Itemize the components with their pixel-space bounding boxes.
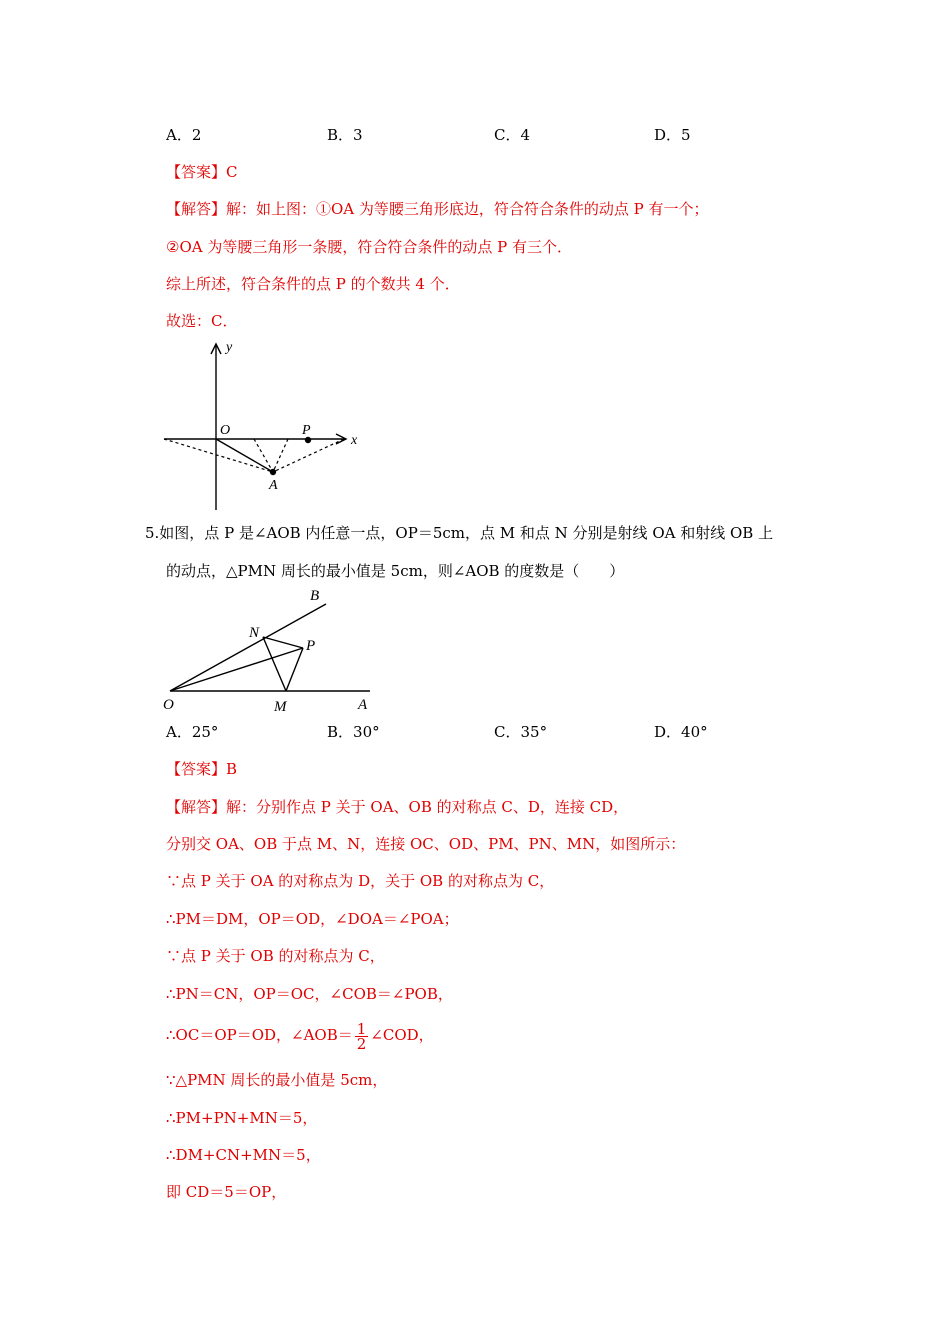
q5-fraction-line (166, 1018, 434, 1052)
q5-explain-line: ∴PM＝DM，OP＝OD，∠DOA＝∠POA； (166, 910, 459, 928)
q5-explain-line: ∴PM+PN+MN＝5， (166, 1109, 318, 1127)
q4-option-a: A．2 (166, 126, 202, 144)
q5-explain-line: 分别交 OA、OB 于点 M、N，连接 OC、OD、PM、PN、MN，如图所示： (166, 835, 686, 853)
q5-figure (160, 585, 375, 717)
label-y: y (226, 340, 233, 355)
q4-explain-line: ②OA 为等腰三角形一条腰，符合符合条件的动点 P 有三个． (166, 238, 572, 256)
q4-explain-line: 【解答】解：如上图：①OA 为等腰三角形底边，符合符合条件的动点 P 有一个； (166, 200, 709, 218)
q5-option-b: B．30° (327, 723, 380, 741)
q5-answer: 【答案】B (166, 760, 238, 778)
q4-option-d: D．5 (654, 126, 691, 144)
label-o: O (220, 423, 231, 438)
dashed-left (164, 439, 273, 472)
q5-option-d: D．40° (654, 723, 708, 741)
q4-figure (160, 340, 370, 515)
segment-oa (216, 439, 273, 472)
q4-option-c: C．4 (494, 126, 531, 144)
fraction-denominator: 2 (356, 1034, 367, 1053)
segment-mp (286, 648, 303, 691)
fraction-numerator: 1 (356, 1019, 367, 1038)
segment-nm (263, 637, 286, 691)
q5-stem-line: 5.如图，点 P 是∠AOB 内任意一点，OP＝5cm，点 M 和点 N 分别是射线 OA 和射线 OB 上 (145, 524, 774, 542)
q4-option-b: B．3 (327, 126, 363, 144)
dashed-right (273, 439, 344, 472)
label-x: x (351, 433, 358, 448)
q4-explain-line: 故选：C． (166, 312, 238, 330)
q5-explain-line: ∵△PMN 周长的最小值是 5cm， (166, 1071, 388, 1089)
fraction-line-after: ∠COD， (370, 1026, 434, 1044)
q5-explain-line: ∴PN＝CN，OP＝OC，∠COB＝∠POB， (166, 985, 453, 1003)
dashed-mid-2 (273, 439, 288, 472)
q5-explain-line: ∵点 P 关于 OB 的对称点为 C， (166, 947, 385, 965)
segment-np (263, 637, 303, 648)
label-p: P (302, 423, 311, 438)
q4-explain-line: 综上所述，符合条件的点 P 的个数共 4 个． (166, 275, 460, 293)
label-b: B (310, 588, 320, 604)
q5-option-c: C．35° (494, 723, 548, 741)
fraction-one-half (355, 1019, 369, 1053)
q4-answer: 【答案】C (166, 163, 238, 181)
label-p: P (306, 638, 316, 654)
label-a: A (269, 478, 278, 493)
q5-explain-line: 【解答】解：分别作点 P 关于 OA、OB 的对称点 C、D，连接 CD， (166, 798, 629, 816)
point-a (270, 469, 276, 475)
label-n: N (249, 625, 260, 641)
label-a: A (358, 697, 368, 713)
fraction-line-before: ∴OC＝OP＝OD，∠AOB＝ (166, 1026, 353, 1044)
q5-option-a: A．25° (166, 723, 219, 741)
label-m: M (274, 699, 287, 715)
q5-explain-line: ∵点 P 关于 OA 的对称点为 D，关于 OB 的对称点为 C， (166, 872, 555, 890)
q5-explain-line: ∴DM+CN+MN＝5， (166, 1146, 321, 1164)
q5-stem-line: 的动点，△PMN 周长的最小值是 5cm，则∠AOB 的度数是（ ） (166, 562, 625, 580)
label-o: O (163, 697, 174, 713)
q5-explain-line: 即 CD＝5＝OP， (166, 1183, 287, 1201)
